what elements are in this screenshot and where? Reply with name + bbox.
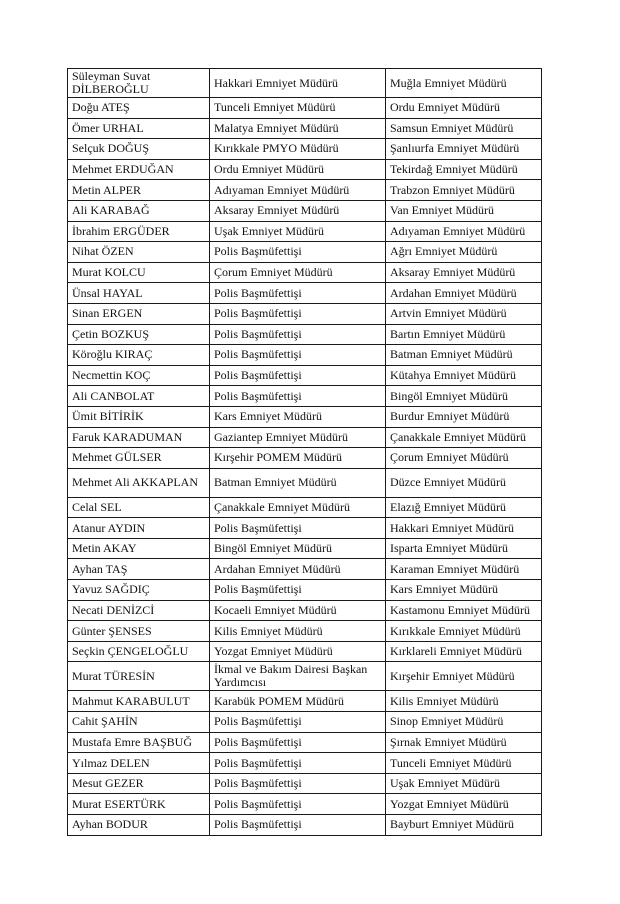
name-cell: Ayhan BODUR: [68, 815, 210, 836]
table-row: [68, 427, 542, 448]
table-row: [68, 468, 542, 497]
table-row: [68, 662, 542, 691]
name-cell: Celal SEL: [68, 497, 210, 518]
previous-post-cell: Polis Başmüfettişi: [210, 794, 386, 815]
name-cell: Yavuz SAĞDIÇ: [68, 580, 210, 601]
name-cell: Murat KOLCU: [68, 262, 210, 283]
previous-post-cell: Kars Emniyet Müdürü: [210, 406, 386, 427]
table-row: [68, 691, 542, 712]
new-post-cell: Kırklareli Emniyet Müdürü: [386, 641, 542, 662]
previous-post-cell: Aksaray Emniyet Müdürü: [210, 200, 386, 221]
table-row: [68, 712, 542, 733]
new-post-cell: Kars Emniyet Müdürü: [386, 580, 542, 601]
new-post-cell: Düzce Emniyet Müdürü: [386, 468, 542, 497]
new-post-cell: Kilis Emniyet Müdürü: [386, 691, 542, 712]
new-post-cell: Sinop Emniyet Müdürü: [386, 712, 542, 733]
table-row: [68, 621, 542, 642]
new-post-cell: Adıyaman Emniyet Müdürü: [386, 221, 542, 242]
table-row: [68, 559, 542, 580]
new-post-cell: Van Emniyet Müdürü: [386, 200, 542, 221]
previous-post-cell: Polis Başmüfettişi: [210, 712, 386, 733]
table-row: [68, 98, 542, 119]
table-row: [68, 303, 542, 324]
table-row: [68, 242, 542, 263]
name-cell: Ali KARABAĞ: [68, 200, 210, 221]
previous-post-cell: Polis Başmüfettişi: [210, 386, 386, 407]
name-cell: Metin ALPER: [68, 180, 210, 201]
table-row: [68, 732, 542, 753]
table-row: [68, 69, 542, 98]
name-cell: Faruk KARADUMAN: [68, 427, 210, 448]
new-post-cell: Burdur Emniyet Müdürü: [386, 406, 542, 427]
previous-post-cell: Polis Başmüfettişi: [210, 283, 386, 304]
name-cell: Çetin BOZKUŞ: [68, 324, 210, 345]
previous-post-cell: Polis Başmüfettişi: [210, 365, 386, 386]
previous-post-cell: Yozgat Emniyet Müdürü: [210, 641, 386, 662]
name-cell: Köroğlu KIRAÇ: [68, 345, 210, 366]
new-post-cell: Tunceli Emniyet Müdürü: [386, 753, 542, 774]
previous-post-cell: Hakkari Emniyet Müdürü: [210, 69, 386, 98]
name-cell: Ali CANBOLAT: [68, 386, 210, 407]
previous-post-cell: Polis Başmüfettişi: [210, 303, 386, 324]
previous-post-cell: Ardahan Emniyet Müdürü: [210, 559, 386, 580]
previous-post-cell: Polis Başmüfettişi: [210, 732, 386, 753]
name-cell: Nihat ÖZEN: [68, 242, 210, 263]
name-cell: Necati DENİZCİ: [68, 600, 210, 621]
table-row: [68, 497, 542, 518]
previous-post-cell: Polis Başmüfettişi: [210, 345, 386, 366]
table-row: [68, 221, 542, 242]
new-post-cell: Bayburt Emniyet Müdürü: [386, 815, 542, 836]
previous-post-cell: Tunceli Emniyet Müdürü: [210, 98, 386, 119]
name-cell: Sinan ERGEN: [68, 303, 210, 324]
new-post-cell: Şanlıurfa Emniyet Müdürü: [386, 139, 542, 160]
previous-post-cell: Karabük POMEM Müdürü: [210, 691, 386, 712]
previous-post-cell: Kocaeli Emniyet Müdürü: [210, 600, 386, 621]
table-row: [68, 159, 542, 180]
appointment-table-body: [68, 69, 542, 836]
previous-post-cell: Polis Başmüfettişi: [210, 580, 386, 601]
name-cell: Ünsal HAYAL: [68, 283, 210, 304]
new-post-cell: Artvin Emniyet Müdürü: [386, 303, 542, 324]
table-row: [68, 365, 542, 386]
table-row: [68, 794, 542, 815]
table-row: [68, 406, 542, 427]
name-cell: Ayhan TAŞ: [68, 559, 210, 580]
table-row: [68, 600, 542, 621]
previous-post-cell: Polis Başmüfettişi: [210, 773, 386, 794]
table-row: [68, 118, 542, 139]
name-cell: Seçkin ÇENGELOĞLU: [68, 641, 210, 662]
table-row: [68, 345, 542, 366]
previous-post-cell: Ordu Emniyet Müdürü: [210, 159, 386, 180]
name-cell: İbrahim ERGÜDER: [68, 221, 210, 242]
name-cell: Mesut GEZER: [68, 773, 210, 794]
previous-post-cell: Uşak Emniyet Müdürü: [210, 221, 386, 242]
new-post-cell: Yozgat Emniyet Müdürü: [386, 794, 542, 815]
name-cell: Mehmet ERDUĞAN: [68, 159, 210, 180]
new-post-cell: Kastamonu Emniyet Müdürü: [386, 600, 542, 621]
previous-post-cell: Adıyaman Emniyet Müdürü: [210, 180, 386, 201]
new-post-cell: Ordu Emniyet Müdürü: [386, 98, 542, 119]
new-post-cell: Batman Emniyet Müdürü: [386, 345, 542, 366]
table-row: [68, 139, 542, 160]
table-row: [68, 580, 542, 601]
name-cell: Mustafa Emre BAŞBUĞ: [68, 732, 210, 753]
previous-post-cell: Polis Başmüfettişi: [210, 242, 386, 263]
previous-post-cell: Kilis Emniyet Müdürü: [210, 621, 386, 642]
name-cell: Necmettin KOÇ: [68, 365, 210, 386]
table-row: [68, 200, 542, 221]
new-post-cell: Samsun Emniyet Müdürü: [386, 118, 542, 139]
new-post-cell: Kırşehir Emniyet Müdürü: [386, 662, 542, 691]
previous-post-cell: Çorum Emniyet Müdürü: [210, 262, 386, 283]
name-cell: Yılmaz DELEN: [68, 753, 210, 774]
name-cell: Cahit ŞAHİN: [68, 712, 210, 733]
new-post-cell: Bingöl Emniyet Müdürü: [386, 386, 542, 407]
table-row: [68, 753, 542, 774]
previous-post-cell: Polis Başmüfettişi: [210, 518, 386, 539]
new-post-cell: Çanakkale Emniyet Müdürü: [386, 427, 542, 448]
name-cell: Ümit BİTİRİK: [68, 406, 210, 427]
previous-post-cell: Malatya Emniyet Müdürü: [210, 118, 386, 139]
previous-post-cell: Kırşehir POMEM Müdürü: [210, 448, 386, 469]
new-post-cell: Trabzon Emniyet Müdürü: [386, 180, 542, 201]
name-cell: Süleyman Suvat DİLBEROĞLU: [68, 69, 210, 98]
table-row: [68, 386, 542, 407]
new-post-cell: Şırnak Emniyet Müdürü: [386, 732, 542, 753]
name-cell: Ömer URHAL: [68, 118, 210, 139]
previous-post-cell: Bingöl Emniyet Müdürü: [210, 538, 386, 559]
previous-post-cell: Çanakkale Emniyet Müdürü: [210, 497, 386, 518]
new-post-cell: Bartın Emniyet Müdürü: [386, 324, 542, 345]
new-post-cell: Uşak Emniyet Müdürü: [386, 773, 542, 794]
new-post-cell: Tekirdağ Emniyet Müdürü: [386, 159, 542, 180]
table-row: [68, 538, 542, 559]
name-cell: Metin AKAY: [68, 538, 210, 559]
name-cell: Murat TÜRESİN: [68, 662, 210, 691]
table-row: [68, 324, 542, 345]
table-row: [68, 448, 542, 469]
table-row: [68, 518, 542, 539]
name-cell: Atanur AYDIN: [68, 518, 210, 539]
new-post-cell: Karaman Emniyet Müdürü: [386, 559, 542, 580]
previous-post-cell: Polis Başmüfettişi: [210, 815, 386, 836]
previous-post-cell: Polis Başmüfettişi: [210, 324, 386, 345]
new-post-cell: Aksaray Emniyet Müdürü: [386, 262, 542, 283]
new-post-cell: Isparta Emniyet Müdürü: [386, 538, 542, 559]
new-post-cell: Muğla Emniyet Müdürü: [386, 69, 542, 98]
new-post-cell: Ağrı Emniyet Müdürü: [386, 242, 542, 263]
name-cell: Murat ESERTÜRK: [68, 794, 210, 815]
appointment-table: [67, 68, 542, 836]
name-cell: Doğu ATEŞ: [68, 98, 210, 119]
name-cell: Selçuk DOĞUŞ: [68, 139, 210, 160]
new-post-cell: Kırıkkale Emniyet Müdürü: [386, 621, 542, 642]
name-cell: Günter ŞENSES: [68, 621, 210, 642]
previous-post-cell: Gaziantep Emniyet Müdürü: [210, 427, 386, 448]
new-post-cell: Hakkari Emniyet Müdürü: [386, 518, 542, 539]
name-cell: Mehmet GÜLSER: [68, 448, 210, 469]
table-row: [68, 815, 542, 836]
new-post-cell: Kütahya Emniyet Müdürü: [386, 365, 542, 386]
table-row: [68, 283, 542, 304]
new-post-cell: Ardahan Emniyet Müdürü: [386, 283, 542, 304]
table-row: [68, 773, 542, 794]
previous-post-cell: Polis Başmüfettişi: [210, 753, 386, 774]
previous-post-cell: Batman Emniyet Müdürü: [210, 468, 386, 497]
table-row: [68, 180, 542, 201]
new-post-cell: Çorum Emniyet Müdürü: [386, 448, 542, 469]
table-row: [68, 641, 542, 662]
previous-post-cell: Kırıkkale PMYO Müdürü: [210, 139, 386, 160]
new-post-cell: Elazığ Emniyet Müdürü: [386, 497, 542, 518]
previous-post-cell: İkmal ve Bakım Dairesi Başkan Yardımcısı: [210, 662, 386, 691]
table-row: [68, 262, 542, 283]
name-cell: Mehmet Ali AKKAPLAN: [68, 468, 210, 497]
name-cell: Mahmut KARABULUT: [68, 691, 210, 712]
